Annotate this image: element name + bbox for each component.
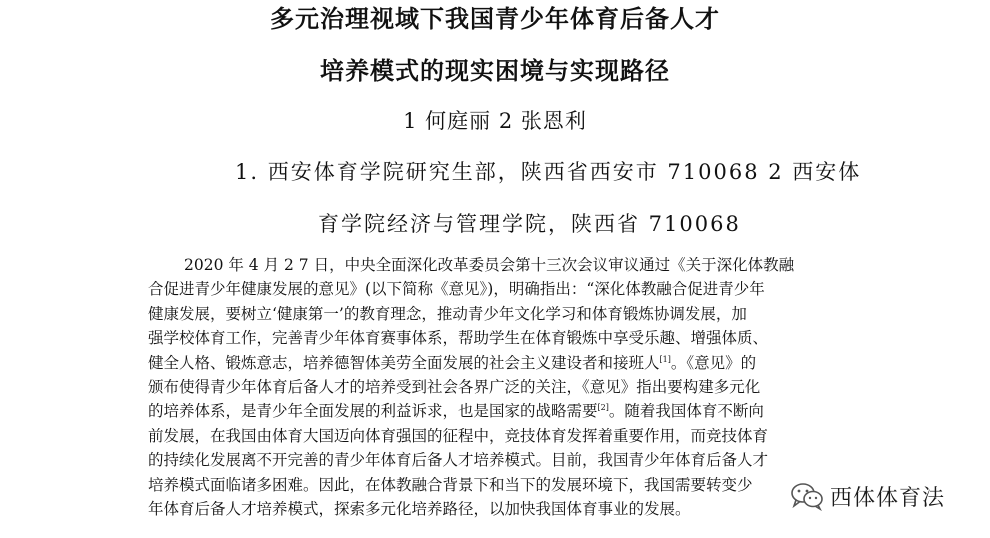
wechat-icon [790,481,824,511]
affiliation-line-1: 1. 西安体育学院研究生部，陕西省西安市 710068 2 西安体 [235,160,862,184]
body-line: 前发展，在我国由体育大国迈向体育强国的征程中，竞技体育发挥着重要作用，而竞技体育 [148,426,769,445]
watermark [790,478,945,514]
body-line: 的持续化发展离不开完善的青少年体育后备人才培养模式。目前，我国青少年体育后备人才 [148,451,769,470]
body-paragraph [148,253,848,521]
body-line: 年体育后备人才培养模式，探索多元化培养路径，以加快我国体育事业的发展。 [148,499,691,518]
affiliation-line-2: 育学院经济与管理学院，陕西省 710068 [318,212,741,236]
body-line-tail: 少 [737,475,753,494]
body-line-tail: 。《意见》的 [670,353,757,372]
citation-ref-1: [1] [659,354,671,364]
title-line-2: 培养模式的现实困境与实现路径 [320,57,670,85]
watermark-text: 西体体育法 [830,485,946,511]
body-line: 合促进青少年健康发展的意见》(以下简称《意见》)，明确指出：“深化体教融合促进青少年 [148,280,765,299]
title-line-1: 多元治理视域下我国青少年体育后备人才 [270,5,720,33]
body-line [148,473,848,497]
body-line-text: 健全人格、锻炼意志，培养德智体美劳全面发展的社会主义建设者和接班人 [148,353,660,372]
body-line [148,399,848,423]
body-line: 2020 年 4 月 2 7 日，中央全面深化改革委员会第十三次会议审议通过《关于深化体教融 [184,256,795,274]
body-line: 健康发展，要树立‘健康第一’的教育理念，推动青少年文化学习和体育锻炼协调发展，加 [148,304,747,323]
citation-ref-2: [2] [597,403,609,413]
body-line: 颁布使得青少年体育后备人才的培养受到社会各界广泛的关注，《意见》指出要构建多元化 [148,377,761,396]
authors: 1 何庭丽 2 张恩利 [403,109,587,133]
body-line-text: 培养模式面临诸多困难。因此，在体教融合背景下和当下的发展环境下，我国需要转变 [148,475,738,494]
body-line: 强学校体育工作，完善青少年体育赛事体系，帮助学生在体育锻炼中享受乐趣、增强体质、 [148,329,769,348]
body-line [148,351,848,375]
body-line-text: 的培养体系，是青少年全面发展的利益诉求，也是国家的战略需要 [148,402,598,421]
body-line-tail: 。随着我国体育不断向 [608,402,764,421]
